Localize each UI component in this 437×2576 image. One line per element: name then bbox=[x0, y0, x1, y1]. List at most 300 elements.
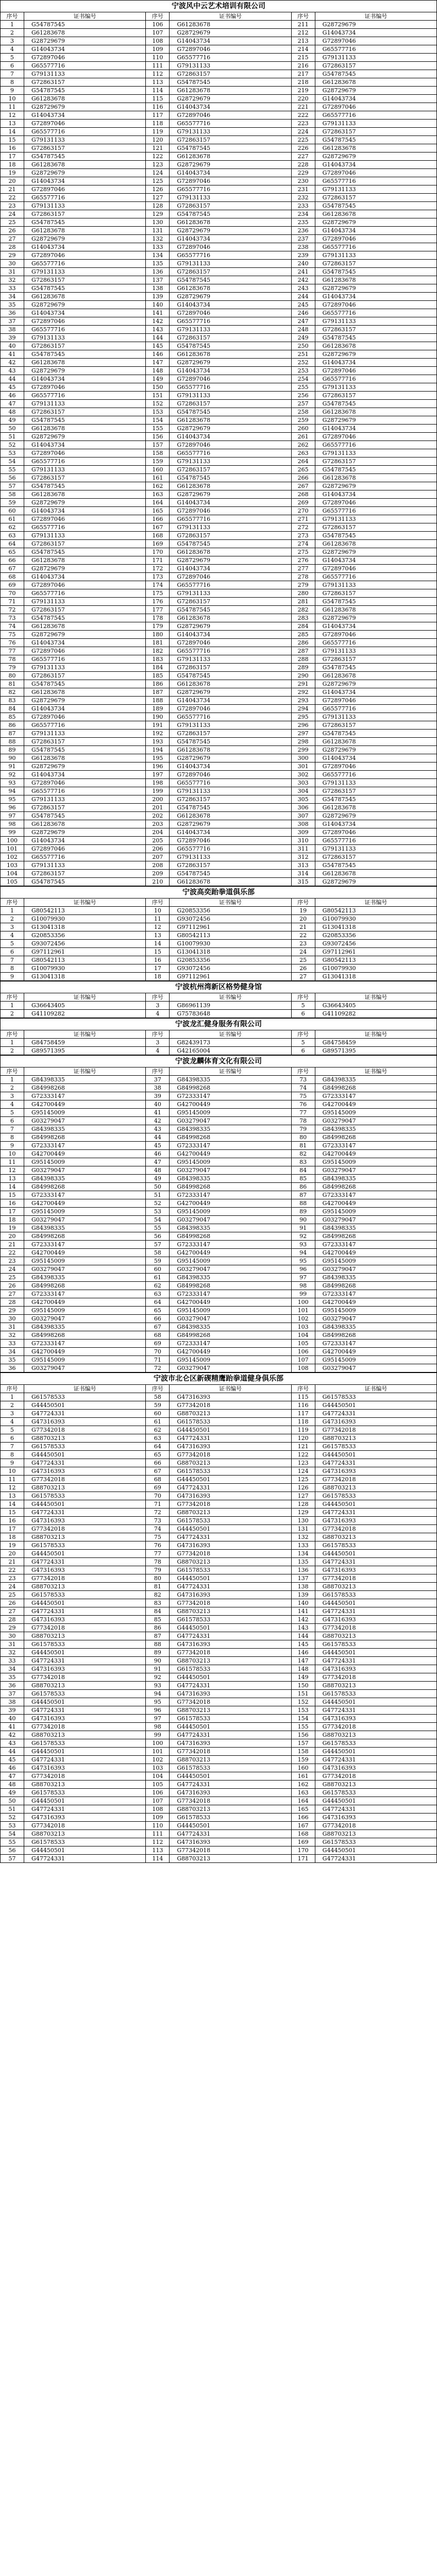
seq-cell: 146 bbox=[291, 1649, 315, 1657]
seq-cell: 177 bbox=[146, 606, 170, 614]
header-cert: 证书编号 bbox=[24, 12, 146, 21]
seq-cell: 9 bbox=[1, 1142, 24, 1150]
cert-cell: G28729679 bbox=[24, 169, 146, 177]
seq-cell: 260 bbox=[291, 425, 315, 433]
cert-cell: G28729679 bbox=[24, 762, 146, 771]
cert-cell: G88703213 bbox=[24, 1781, 146, 1789]
cert-cell: G14043734 bbox=[24, 111, 146, 120]
cert-cell: G44450501 bbox=[315, 1451, 436, 1459]
seq-cell: 111 bbox=[146, 1830, 170, 1838]
cert-cell: G65577716 bbox=[315, 243, 436, 251]
seq-cell: 265 bbox=[291, 466, 315, 474]
seq-cell: 45 bbox=[1, 383, 24, 392]
seq-cell: 264 bbox=[291, 457, 315, 466]
seq-cell: 33 bbox=[1, 1340, 24, 1348]
seq-cell: 4 bbox=[146, 1047, 170, 1055]
cert-cell: G54787545 bbox=[170, 474, 291, 482]
table-row bbox=[1, 837, 437, 845]
cert-cell: G61578533 bbox=[24, 1690, 146, 1698]
seq-cell: 57 bbox=[1, 482, 24, 490]
seq-cell: 1 bbox=[1, 1393, 24, 1401]
cert-cell: G65577716 bbox=[24, 62, 146, 70]
seq-cell: 94 bbox=[1, 787, 24, 795]
cert-cell: G14043734 bbox=[170, 631, 291, 639]
table-row bbox=[1, 1682, 437, 1690]
cert-cell: G79131133 bbox=[24, 861, 146, 870]
cert-cell: G61283678 bbox=[170, 350, 291, 359]
seq-cell: 17 bbox=[1, 1525, 24, 1533]
seq-cell: 19 bbox=[1, 1541, 24, 1550]
seq-cell: 149 bbox=[146, 375, 170, 383]
table-row bbox=[1, 779, 437, 787]
header-cert: 证书编号 bbox=[315, 1030, 436, 1039]
seq-cell: 29 bbox=[1, 1624, 24, 1632]
seq-cell: 15 bbox=[1, 1191, 24, 1199]
seq-cell: 40 bbox=[1, 1715, 24, 1723]
seq-cell: 41 bbox=[146, 1109, 170, 1117]
cert-cell: G61578533 bbox=[24, 1591, 146, 1599]
cert-cell: G72333147 bbox=[24, 1092, 146, 1100]
seq-cell: 29 bbox=[1, 251, 24, 260]
cert-cell: G47724331 bbox=[315, 1706, 436, 1715]
certificate-table bbox=[0, 898, 437, 981]
seq-cell: 128 bbox=[291, 1500, 315, 1509]
cert-cell: G42700449 bbox=[315, 1150, 436, 1158]
seq-cell: 139 bbox=[291, 1591, 315, 1599]
seq-cell: 248 bbox=[291, 326, 315, 334]
seq-cell: 26 bbox=[1, 1282, 24, 1290]
seq-cell: 106 bbox=[146, 21, 170, 29]
seq-cell: 158 bbox=[291, 1748, 315, 1756]
registration-section bbox=[0, 0, 437, 886]
seq-cell: 6 bbox=[1, 1117, 24, 1125]
seq-cell: 209 bbox=[146, 870, 170, 878]
cert-cell: G28729679 bbox=[170, 425, 291, 433]
cert-cell: G47316393 bbox=[170, 1492, 291, 1500]
seq-cell: 70 bbox=[1, 589, 24, 598]
seq-cell: 78 bbox=[291, 1117, 315, 1125]
cert-cell: G54787545 bbox=[24, 350, 146, 359]
seq-cell: 129 bbox=[291, 1509, 315, 1517]
table-row bbox=[1, 907, 437, 915]
cert-cell: G72897046 bbox=[315, 367, 436, 375]
seq-cell: 102 bbox=[291, 1315, 315, 1323]
seq-cell: 178 bbox=[146, 614, 170, 622]
cert-cell: G47724331 bbox=[24, 1706, 146, 1715]
cert-cell: G72897046 bbox=[24, 845, 146, 853]
seq-cell: 64 bbox=[146, 1443, 170, 1451]
table-row bbox=[1, 1632, 437, 1640]
seq-cell: 283 bbox=[291, 614, 315, 622]
header-cert: 证书编号 bbox=[24, 993, 146, 1002]
cert-cell: G84998268 bbox=[170, 1331, 291, 1340]
cert-cell: G84998268 bbox=[24, 1084, 146, 1092]
cert-cell: G03279047 bbox=[24, 1216, 146, 1224]
cert-cell: G77342018 bbox=[24, 1476, 146, 1484]
seq-cell: 63 bbox=[146, 1290, 170, 1298]
seq-cell: 6 bbox=[291, 1047, 315, 1055]
seq-cell: 69 bbox=[146, 1484, 170, 1492]
header-seq: 序号 bbox=[146, 1030, 170, 1039]
seq-cell: 38 bbox=[146, 1084, 170, 1092]
cert-cell: G28729679 bbox=[24, 565, 146, 573]
table-row bbox=[1, 1216, 437, 1224]
seq-cell: 82 bbox=[1, 688, 24, 697]
table-row bbox=[1, 1566, 437, 1574]
seq-cell: 133 bbox=[146, 243, 170, 251]
seq-cell: 46 bbox=[146, 1150, 170, 1158]
cert-cell: G28729679 bbox=[315, 87, 436, 95]
header-cert: 证书编号 bbox=[315, 899, 436, 907]
cert-cell: G10079930 bbox=[170, 940, 291, 948]
seq-cell: 223 bbox=[291, 120, 315, 128]
seq-cell: 38 bbox=[1, 326, 24, 334]
seq-cell: 17 bbox=[1, 152, 24, 161]
seq-cell: 55 bbox=[1, 1838, 24, 1846]
seq-cell: 19 bbox=[291, 907, 315, 915]
cert-cell: G79131133 bbox=[24, 532, 146, 540]
table-row bbox=[1, 350, 437, 359]
seq-cell: 202 bbox=[146, 812, 170, 820]
cert-cell: G61578533 bbox=[24, 1838, 146, 1846]
header-seq: 序号 bbox=[1, 1067, 24, 1076]
seq-cell: 274 bbox=[291, 540, 315, 548]
seq-cell: 9 bbox=[1, 87, 24, 95]
cert-cell: G72897046 bbox=[24, 251, 146, 260]
seq-cell: 314 bbox=[291, 870, 315, 878]
table-row bbox=[1, 1047, 437, 1055]
cert-cell: G28729679 bbox=[315, 746, 436, 754]
cert-cell: G88703213 bbox=[170, 1805, 291, 1814]
cert-cell: G77342018 bbox=[170, 1451, 291, 1459]
cert-cell: G77342018 bbox=[170, 1401, 291, 1410]
seq-cell: 263 bbox=[291, 449, 315, 457]
cert-cell: G44450501 bbox=[24, 1401, 146, 1410]
cert-cell: G28729679 bbox=[24, 499, 146, 507]
seq-cell: 32 bbox=[1, 1331, 24, 1340]
seq-cell: 60 bbox=[1, 507, 24, 515]
seq-cell: 160 bbox=[291, 1764, 315, 1772]
table-row bbox=[1, 1739, 437, 1748]
cert-cell: G88703213 bbox=[24, 1583, 146, 1591]
cert-cell: G84998268 bbox=[315, 1232, 436, 1241]
cert-cell: G44450501 bbox=[170, 1426, 291, 1434]
cert-cell: G72333147 bbox=[315, 1142, 436, 1150]
table-row bbox=[1, 383, 437, 392]
cert-cell: G65577716 bbox=[24, 260, 146, 268]
cert-cell: G54787545 bbox=[24, 746, 146, 754]
table-row bbox=[1, 218, 437, 227]
seq-cell: 133 bbox=[291, 1541, 315, 1550]
cert-cell: G54787545 bbox=[24, 812, 146, 820]
cert-cell: G28729679 bbox=[24, 103, 146, 111]
section-title: 宁波龙汇健身服务有限公司 bbox=[0, 1018, 437, 1030]
cert-cell: G65577716 bbox=[170, 581, 291, 589]
seq-cell: 156 bbox=[291, 1731, 315, 1739]
seq-cell: 56 bbox=[1, 1846, 24, 1855]
cert-cell: G79131133 bbox=[170, 128, 291, 136]
cert-cell: G61578533 bbox=[24, 1640, 146, 1649]
cert-cell: G47316393 bbox=[170, 1541, 291, 1550]
seq-cell: 270 bbox=[291, 507, 315, 515]
seq-cell: 97 bbox=[1, 812, 24, 820]
cert-cell: G84398335 bbox=[315, 1076, 436, 1084]
seq-cell: 147 bbox=[291, 1657, 315, 1665]
cert-cell: G65577716 bbox=[170, 383, 291, 392]
cert-cell: G97112961 bbox=[315, 948, 436, 956]
cert-cell: G42700449 bbox=[170, 1150, 291, 1158]
cert-cell: G10079930 bbox=[24, 964, 146, 973]
table-row bbox=[1, 251, 437, 260]
seq-cell: 88 bbox=[146, 1640, 170, 1649]
seq-cell: 87 bbox=[291, 1191, 315, 1199]
cert-cell: G10079930 bbox=[24, 915, 146, 923]
cert-cell: G72333147 bbox=[24, 1241, 146, 1249]
seq-cell: 157 bbox=[146, 441, 170, 449]
cert-cell: G28729679 bbox=[170, 359, 291, 367]
seq-cell: 148 bbox=[146, 367, 170, 375]
seq-cell: 22 bbox=[1, 1249, 24, 1257]
cert-cell: G72863157 bbox=[315, 589, 436, 598]
seq-cell: 26 bbox=[1, 1599, 24, 1607]
table-row bbox=[1, 1092, 437, 1100]
seq-cell: 12 bbox=[146, 923, 170, 931]
seq-cell: 65 bbox=[1, 548, 24, 556]
cert-cell: G28729679 bbox=[315, 284, 436, 293]
cert-cell: G47724331 bbox=[24, 1607, 146, 1616]
seq-cell: 75 bbox=[146, 1533, 170, 1541]
seq-cell: 122 bbox=[291, 1451, 315, 1459]
cert-cell: G14043734 bbox=[170, 565, 291, 573]
seq-cell: 286 bbox=[291, 639, 315, 647]
seq-cell: 24 bbox=[1, 1265, 24, 1274]
cert-cell: G79131133 bbox=[315, 515, 436, 523]
seq-cell: 76 bbox=[1, 639, 24, 647]
cert-cell: G54787545 bbox=[170, 342, 291, 350]
seq-cell: 10 bbox=[146, 907, 170, 915]
table-row bbox=[1, 1166, 437, 1175]
table-row bbox=[1, 1393, 437, 1401]
cert-cell: G65577716 bbox=[170, 54, 291, 62]
seq-cell: 143 bbox=[291, 1624, 315, 1632]
seq-cell: 14 bbox=[1, 128, 24, 136]
cert-cell: G72897046 bbox=[24, 449, 146, 457]
seq-cell: 152 bbox=[291, 1698, 315, 1706]
cert-cell: G54787545 bbox=[170, 540, 291, 548]
table-row bbox=[1, 532, 437, 540]
seq-cell: 109 bbox=[146, 1814, 170, 1822]
seq-cell: 103 bbox=[146, 1764, 170, 1772]
cert-cell: G28729679 bbox=[24, 828, 146, 837]
seq-cell: 290 bbox=[291, 672, 315, 680]
seq-cell: 275 bbox=[291, 548, 315, 556]
seq-cell: 280 bbox=[291, 589, 315, 598]
cert-cell: G44450501 bbox=[24, 1797, 146, 1805]
cert-cell: G72897046 bbox=[24, 779, 146, 787]
cert-cell: G72863157 bbox=[24, 738, 146, 746]
table-row bbox=[1, 1591, 437, 1599]
header-seq: 序号 bbox=[146, 1067, 170, 1076]
cert-cell: G47724331 bbox=[24, 1558, 146, 1566]
cert-cell: G28729679 bbox=[170, 95, 291, 103]
table-row bbox=[1, 688, 437, 697]
cert-cell: G79131133 bbox=[315, 54, 436, 62]
cert-cell: G72897046 bbox=[170, 45, 291, 54]
cert-cell: G47316393 bbox=[170, 1393, 291, 1401]
table-row bbox=[1, 1331, 437, 1340]
cert-cell: G72863157 bbox=[315, 326, 436, 334]
table-row bbox=[1, 1307, 437, 1315]
seq-cell: 121 bbox=[291, 1443, 315, 1451]
seq-cell: 235 bbox=[291, 218, 315, 227]
cert-cell: G72333147 bbox=[24, 1191, 146, 1199]
cert-cell: G44450501 bbox=[170, 1822, 291, 1830]
table-row bbox=[1, 1039, 437, 1047]
seq-cell: 21 bbox=[291, 923, 315, 931]
cert-cell: G79131133 bbox=[170, 589, 291, 598]
cert-cell: G13041318 bbox=[170, 948, 291, 956]
table-row bbox=[1, 1533, 437, 1541]
seq-cell: 146 bbox=[146, 350, 170, 359]
seq-cell: 28 bbox=[1, 1298, 24, 1307]
seq-cell: 128 bbox=[146, 202, 170, 210]
seq-cell: 175 bbox=[146, 589, 170, 598]
seq-cell: 2 bbox=[1, 915, 24, 923]
cert-cell: G14043734 bbox=[170, 301, 291, 309]
cert-cell: G79131133 bbox=[24, 795, 146, 804]
cert-cell: G47724331 bbox=[315, 1558, 436, 1566]
table-row bbox=[1, 1076, 437, 1084]
cert-cell: G47724331 bbox=[315, 1459, 436, 1467]
seq-cell: 16 bbox=[1, 144, 24, 152]
seq-cell: 160 bbox=[146, 466, 170, 474]
seq-cell: 6 bbox=[1, 948, 24, 956]
seq-cell: 70 bbox=[146, 1492, 170, 1500]
cert-cell: G61578533 bbox=[24, 1789, 146, 1797]
seq-cell: 232 bbox=[291, 194, 315, 202]
cert-cell: G42700449 bbox=[315, 1100, 436, 1109]
seq-cell: 162 bbox=[146, 482, 170, 490]
cert-cell: G61578533 bbox=[315, 1443, 436, 1451]
seq-cell: 23 bbox=[291, 940, 315, 948]
seq-cell: 284 bbox=[291, 622, 315, 631]
registration-section bbox=[0, 886, 437, 981]
cert-cell: G72863157 bbox=[24, 474, 146, 482]
seq-cell: 216 bbox=[291, 62, 315, 70]
cert-cell: G61578533 bbox=[170, 1814, 291, 1822]
seq-cell: 259 bbox=[291, 416, 315, 425]
cert-cell: G61578533 bbox=[315, 1393, 436, 1401]
seq-cell: 52 bbox=[1, 1814, 24, 1822]
cert-cell: G79131133 bbox=[315, 647, 436, 655]
cert-cell: G84998268 bbox=[170, 1183, 291, 1191]
seq-cell: 194 bbox=[146, 746, 170, 754]
table-row bbox=[1, 1315, 437, 1323]
table-row bbox=[1, 284, 437, 293]
seq-cell: 71 bbox=[146, 1500, 170, 1509]
table-row bbox=[1, 1191, 437, 1199]
seq-cell: 163 bbox=[291, 1789, 315, 1797]
seq-cell: 49 bbox=[1, 416, 24, 425]
cert-cell: G79131133 bbox=[315, 251, 436, 260]
seq-cell: 10 bbox=[1, 95, 24, 103]
table-row bbox=[1, 416, 437, 425]
seq-cell: 294 bbox=[291, 705, 315, 713]
seq-cell: 229 bbox=[291, 169, 315, 177]
cert-cell: G65577716 bbox=[170, 845, 291, 853]
cert-cell: G72333147 bbox=[315, 1191, 436, 1199]
seq-cell: 67 bbox=[1, 565, 24, 573]
cert-cell: G54787545 bbox=[315, 334, 436, 342]
seq-cell: 75 bbox=[291, 1092, 315, 1100]
seq-cell: 228 bbox=[291, 161, 315, 169]
seq-cell: 181 bbox=[146, 639, 170, 647]
table-row bbox=[1, 762, 437, 771]
table-row bbox=[1, 1558, 437, 1566]
cert-cell: G77342018 bbox=[24, 1525, 146, 1533]
cert-cell: G03279047 bbox=[315, 1364, 436, 1372]
seq-cell: 237 bbox=[291, 235, 315, 243]
cert-cell: G77342018 bbox=[24, 1426, 146, 1434]
cert-cell: G84398335 bbox=[315, 1274, 436, 1282]
seq-cell: 16 bbox=[1, 1199, 24, 1208]
seq-cell: 152 bbox=[146, 400, 170, 408]
table-row bbox=[1, 680, 437, 688]
cert-cell: G54787545 bbox=[315, 532, 436, 540]
cert-cell: G44450501 bbox=[170, 1772, 291, 1781]
cert-cell: G88703213 bbox=[170, 1756, 291, 1764]
seq-cell: 3 bbox=[146, 1039, 170, 1047]
cert-cell: G61578533 bbox=[24, 1492, 146, 1500]
table-row bbox=[1, 367, 437, 375]
table-row bbox=[1, 1476, 437, 1484]
seq-cell: 43 bbox=[146, 1125, 170, 1133]
table-row bbox=[1, 1426, 437, 1434]
seq-cell: 44 bbox=[1, 1748, 24, 1756]
table-row bbox=[1, 293, 437, 301]
cert-cell: G84998268 bbox=[315, 1133, 436, 1142]
cert-cell: G72897046 bbox=[315, 103, 436, 111]
seq-cell: 287 bbox=[291, 647, 315, 655]
seq-cell: 125 bbox=[146, 177, 170, 185]
cert-cell: G72863157 bbox=[315, 523, 436, 532]
seq-cell: 211 bbox=[291, 21, 315, 29]
seq-cell: 117 bbox=[291, 1410, 315, 1418]
seq-cell: 106 bbox=[146, 1789, 170, 1797]
cert-cell: G61578533 bbox=[170, 1665, 291, 1673]
cert-cell: G03279047 bbox=[170, 1364, 291, 1372]
cert-cell: G77342018 bbox=[315, 1574, 436, 1583]
seq-cell: 123 bbox=[291, 1459, 315, 1467]
seq-cell: 30 bbox=[1, 260, 24, 268]
seq-cell: 37 bbox=[1, 317, 24, 326]
seq-cell: 150 bbox=[291, 1682, 315, 1690]
seq-cell: 8 bbox=[1, 964, 24, 973]
seq-cell: 137 bbox=[146, 276, 170, 284]
seq-cell: 23 bbox=[1, 1574, 24, 1583]
cert-cell: G65577716 bbox=[24, 787, 146, 795]
seq-cell: 312 bbox=[291, 853, 315, 861]
table-row bbox=[1, 540, 437, 548]
seq-cell: 100 bbox=[1, 837, 24, 845]
seq-cell: 195 bbox=[146, 754, 170, 762]
cert-cell: G47316393 bbox=[315, 1517, 436, 1525]
cert-cell: G65577716 bbox=[170, 713, 291, 721]
cert-cell: G95145009 bbox=[315, 1208, 436, 1216]
seq-cell: 155 bbox=[146, 425, 170, 433]
cert-cell: G28729679 bbox=[170, 29, 291, 37]
cert-cell: G61578533 bbox=[315, 1690, 436, 1698]
